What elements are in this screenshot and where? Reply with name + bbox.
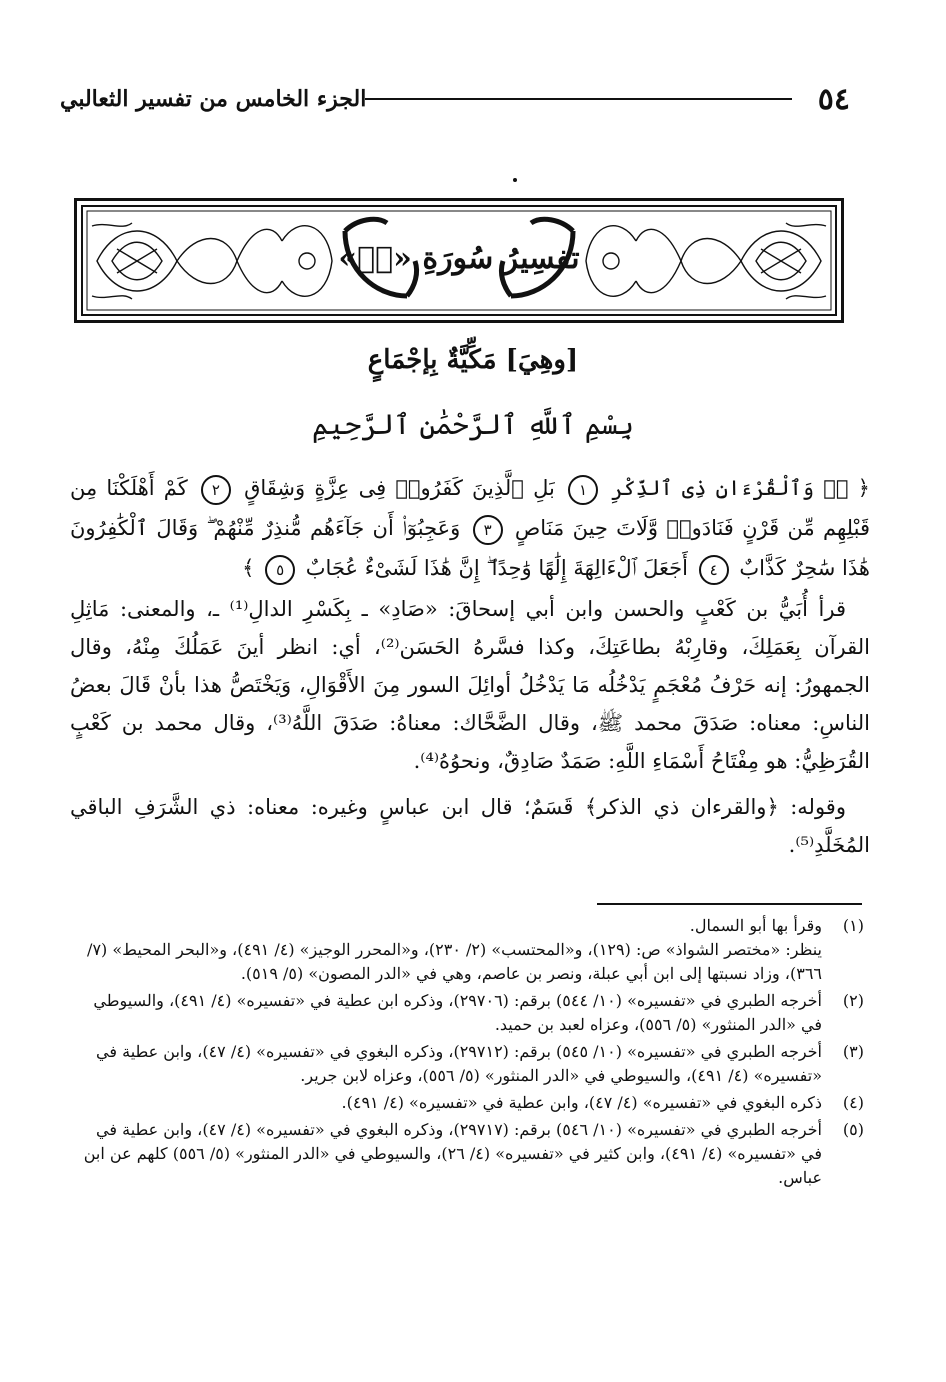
footnote-number: (٥) bbox=[842, 1120, 864, 1139]
commentary-paragraph: وقوله: ﴿والقرءان ذي الذكر﴾ قَسَمٌ؛ قال ابن عباسٍ وغيره: معناه: ذي الشَّرَفِ الباقي المُخَلَّدِ⁽⁵⁾. bbox=[70, 795, 870, 857]
footnote-text: أخرجه الطبري في «تفسيره» (١٠/ ٥٤٤) برقم: (٢٩٧٠٦)، وذكره ابن عطية في «تفسيره» (٤/ ٤٩١)، والسيوطي في «الدر المنثور» (٥/ ٥٥٦)، وعزاه لعبد بن حميد. bbox=[93, 991, 822, 1034]
ayah-number-marker: ٣ bbox=[473, 515, 503, 545]
footnote-separator bbox=[597, 903, 862, 905]
commentary-paragraph: قرأ أُبَيُّ بن كَعْبٍ والحسن وابن أبي إسحاقَ: «صَادِ» ـ بِكَسْرِ الدالِ⁽¹⁾ ـ، والمعنى: مَاثِلِ القرآن بِعَمَلِكَ، وقارِبْهُ بطاعَتِكَ، وكذا فسَّرهُ الحَسَن⁽²⁾، أي: انظر أينَ عَمَلُكَ مِنْهُ، وقال الجمهورُ: إنه حَرْفُ مُعْجَمٍ يَدْخُلُه مَا يَدْخُلُ أوائِلَ السور مِنَ الأَقْوَالِ، وَيَخْتَصُّ هذا بأنْ قَالَ بعضُ الناسِ: معناه: صَدَقَ محمد ﷺ، وقال الضَّحَّاك: معناهُ: صَدَقَ اللَّهُ⁽³⁾، وقال محمد بن كَعْبٍ القُرَظِيُّ: هو مِفْتَاحُ أَسْمَاءِ اللَّهِ: صَمَدٌ صَادِقٌ، ونحوُهُ⁽⁴⁾. bbox=[70, 597, 870, 773]
footnote bbox=[70, 1091, 870, 1115]
page-header bbox=[60, 82, 850, 122]
verse-open-bracket: ﴿ bbox=[857, 476, 870, 500]
revelation-note: [وهِيَ] مَكِّيَّةٌ بِإجْمَاعٍ bbox=[367, 345, 579, 375]
quran-verses bbox=[70, 468, 870, 588]
running-title: الجزء الخامس من تفسير الثعالبي bbox=[60, 86, 367, 112]
footnote-number: (٤) bbox=[842, 1093, 864, 1112]
ayah-number-marker: ١ bbox=[568, 475, 598, 505]
footnote-number: (١) bbox=[842, 916, 864, 935]
surah-title-banner bbox=[74, 198, 844, 323]
verse-text: بَلِ ٱلَّذِينَ كَفَرُوا۟ فِى عِزَّةٍ وَشِقَاقٍ bbox=[244, 476, 555, 500]
ink-dot bbox=[513, 178, 517, 182]
ayah-number-marker: ٤ bbox=[699, 555, 729, 585]
verse-text: صۤ وَٱلْقُرْءَانِ ذِى ٱلذِّكْرِ bbox=[611, 476, 849, 500]
footnote-text: أخرجه الطبري في «تفسيره» (١٠/ ٥٤٥) برقم: (٢٩٧١٢)، وذكره البغوي في «تفسيره» (٤/ ٤٧)، وابن عطية في «تفسيره» (٤/ ٤٩١)، والسيوطي في «الدر المنثور» (٥/ ٥٥٦)، وعزاه لابن جرير. bbox=[96, 1042, 822, 1085]
footnote bbox=[70, 914, 870, 986]
verse-text: كَمْ أَهْلَكْنَا مِن قَبْلِهِم مِّن قَرْنٍ فَنَادَوا۟ وَّلَاتَ حِينَ مَنَاصٍ bbox=[70, 476, 870, 540]
ayah-number-marker: ٢ bbox=[201, 475, 231, 505]
footnote-text: أخرجه الطبري في «تفسيره» (١٠/ ٥٤٦) برقم: (٢٩٧١٧)، وذكره البغوي في «تفسيره» (٤/ ٤٧)، وابن عطية في في «تفسيره» (٤/ ٤٩١)، وابن كثير في «تفسيره» (٤/ ٢٦)، والسيوطي في «الدر المنثور» (٥/ ٥٥٦) كلهم عن ابن عباس. bbox=[83, 1120, 822, 1187]
header-rule bbox=[365, 98, 792, 100]
footnote-number: (٢) bbox=[842, 991, 864, 1010]
basmala: بِسْمِ ٱللَّهِ ٱلرَّحْمَٰنِ ٱلرَّحِيمِ bbox=[311, 408, 634, 441]
footnote bbox=[70, 1040, 870, 1088]
ayah-number-marker: ٥ bbox=[265, 555, 295, 585]
footnotes bbox=[70, 914, 870, 1193]
footnote bbox=[70, 1118, 870, 1190]
footnote-text: ذكره البغوي في «تفسيره» (٤/ ٤٧)، وابن عطية في «تفسيره» (٤/ ٤٩١). bbox=[341, 1093, 822, 1112]
verse-text: وَعَجِبُوٓا۟ أَن جَآءَهُم مُّنذِرٌ مِّنْهُمْ ۖ وَقَالَ ٱلْكَٰفِرُونَ هَٰذَا سَٰحِرٌ كَذَّابٌ bbox=[70, 516, 870, 580]
commentary bbox=[70, 590, 870, 872]
footnote-number: (٣) bbox=[842, 1042, 864, 1061]
footnote bbox=[70, 989, 870, 1037]
surah-title: تفسِيرُ سُورَةِ «صۤ» bbox=[338, 241, 580, 276]
page-number: ٥٤ bbox=[817, 82, 850, 117]
verse-text: أَجَعَلَ ٱلْءَالِهَةَ إِلَٰهًا وَٰحِدًا ۖ إِنَّ هَٰذَا لَشَىْءٌ عُجَابٌ bbox=[305, 556, 688, 580]
verse-close-bracket: ﴾ bbox=[242, 556, 255, 580]
footnote-text: وقرأ بها أبو السمال. bbox=[689, 916, 822, 935]
footnote-text: ينظر: «مختصر الشواذ» ص: (١٢٩)، و«المحتسب» (٢/ ٢٣٠)، و«المحرر الوجيز» (٤/ ٤٩١)، و«البحر المحيط» (٧/ ٣٦٦)، وزاد نسبتها إلى ابن أبي عبلة، ونصر بن عاصم، وهي في «الدر المصون» (٥/ ٥١٩). bbox=[87, 940, 822, 983]
